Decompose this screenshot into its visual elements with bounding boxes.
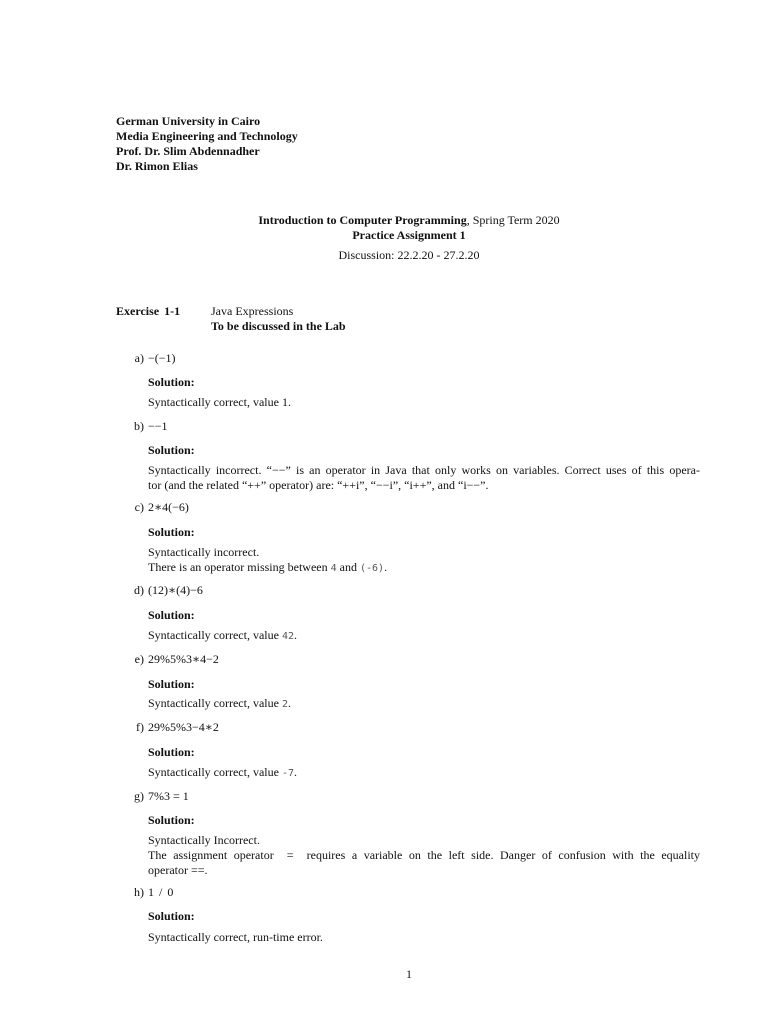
solution-heading-a: Solution:	[148, 375, 195, 389]
course-title: Introduction to Computer Programming	[258, 213, 467, 227]
solution-text-e	[148, 696, 291, 712]
exercise-topic: Java Expressions	[211, 304, 294, 318]
solution-heading-d: Solution:	[148, 608, 195, 622]
course-title-line	[109, 213, 709, 228]
solution-text-segment: .	[287, 696, 291, 710]
item-expression-e: 29%5%3∗4−2	[148, 652, 219, 666]
code-literal: 4	[330, 563, 337, 574]
item-label-a: a)	[134, 351, 144, 365]
solution-text-a: Syntactically correct, value 1.	[148, 395, 291, 409]
item-label-b: b)	[134, 419, 144, 433]
header-institution: German University in Cairo	[116, 114, 261, 128]
solution-text-g-2: The assignment operator = requires a variable on the left side. Danger of confusion with the equality	[148, 848, 700, 862]
solution-text-f	[148, 765, 297, 781]
item-label-h: h)	[134, 885, 144, 899]
code-literal: -7	[281, 768, 294, 779]
solution-heading-c: Solution:	[148, 525, 195, 539]
solution-text-b-1: Syntactically incorrect. “−−” is an operator in Java that only works on variables. Correct uses of this opera-	[148, 463, 700, 477]
course-term: , Spring Term 2020	[466, 213, 560, 227]
item-label-c: c)	[134, 500, 144, 514]
solution-text-segment: and	[336, 560, 360, 574]
item-label-e: e)	[134, 652, 144, 666]
solution-text-segment: .	[294, 765, 297, 779]
item-expression-g: 7%3 = 1	[148, 789, 189, 803]
discussion-dates: Discussion: 22.2.20 - 27.2.20	[338, 248, 480, 262]
assignment-title: Practice Assignment 1	[352, 228, 466, 242]
item-expression-a: −(−1)	[148, 351, 176, 365]
item-expression-d: (12)∗(4)−6	[148, 583, 203, 597]
header-instructor: Dr. Rimon Elias	[116, 159, 198, 173]
item-label-f: f)	[136, 720, 144, 734]
exercise-label: Exercise 1-1	[116, 304, 181, 318]
page-number: 1	[406, 967, 412, 981]
code-literal: 2	[281, 699, 288, 710]
solution-heading-h: Solution:	[148, 909, 195, 923]
solution-text-segment: .	[384, 560, 388, 574]
exercise-note: To be discussed in the Lab	[211, 319, 346, 333]
header-department: Media Engineering and Technology	[116, 129, 298, 143]
item-label-g: g)	[134, 789, 144, 803]
solution-heading-b: Solution:	[148, 443, 195, 457]
solution-heading-g: Solution:	[148, 813, 195, 827]
solution-text-segment: There is an operator missing between	[148, 560, 331, 574]
solution-heading-f: Solution:	[148, 745, 195, 759]
header-professor: Prof. Dr. Slim Abdennadher	[116, 144, 260, 158]
solution-text-b-2: tor (and the related “++” operator) are: “++i”, “−−i”, “i++”, and “i−−”.	[148, 478, 489, 492]
solution-text-h: Syntactically correct, run-time error.	[148, 930, 323, 944]
solution-heading-e: Solution:	[148, 677, 195, 691]
code-literal: (-6)	[359, 563, 385, 574]
solution-text-d	[148, 628, 297, 644]
solution-text-segment: .	[294, 628, 297, 642]
solution-text-segment: Syntactically correct, value	[148, 696, 282, 710]
item-expression-h: 1 / 0	[148, 885, 174, 899]
item-expression-c: 2∗4(−6)	[148, 500, 189, 514]
solution-text-c-2	[148, 560, 387, 576]
solution-text-segment: Syntactically correct, value	[148, 628, 282, 642]
solution-text-g-3: operator ==.	[148, 863, 208, 877]
solution-text-segment: Syntactically correct, value	[148, 765, 282, 779]
item-expression-b: −−1	[148, 419, 168, 433]
code-literal: 42	[281, 631, 294, 642]
item-expression-f: 29%5%3−4∗2	[148, 720, 219, 734]
item-label-d: d)	[134, 583, 144, 597]
solution-text-c-1: Syntactically incorrect.	[148, 545, 260, 559]
solution-text-g-1: Syntactically Incorrect.	[148, 833, 260, 847]
